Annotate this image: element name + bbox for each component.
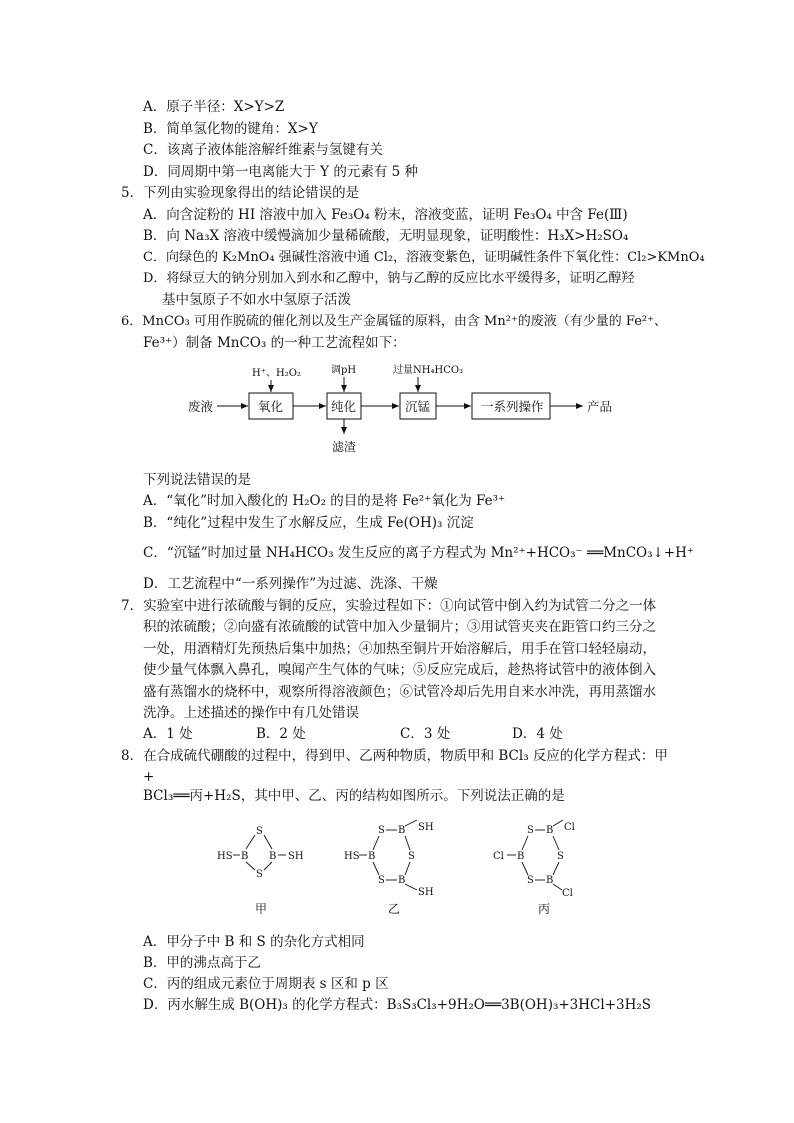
q7-options xyxy=(143,724,563,744)
q8-stem-line3: BCl₃══丙+H₂S，其中甲、乙、丙的结构如图所示。下列说法正确的是 xyxy=(143,788,565,804)
q5-option-d-line1: D．将绿豆大的钠分别加入到水和乙醇中，钠与乙醇的反应比水平缓得多，证明乙醇羟 xyxy=(143,271,635,286)
yi-bond xyxy=(405,884,417,890)
yi-bond xyxy=(405,820,417,826)
bing-atom-s: S xyxy=(527,875,534,886)
yi-atom-b: B xyxy=(398,825,406,836)
yi-atom-s: S xyxy=(378,825,385,836)
yi-bond xyxy=(405,862,410,875)
bing-atom-s: S xyxy=(527,825,534,836)
q8-stem-line1: 8．在合成硫代硼酸的过程中，得到甲、乙两种物质，物质甲和 BCl₃ 反应的化学方程式：甲 xyxy=(121,748,668,764)
yi-group-sh: SH xyxy=(418,822,434,833)
q5-option-b: B．向 Na₃X 溶液中缓慢滴加少量稀硫酸，无明显现象，证明酸性：H₃X>H₂SO₄ xyxy=(143,228,629,244)
bing-group-cl: Cl xyxy=(562,888,573,899)
q7-stem-line2: 积的浓硫酸；②向盛有浓硫酸的试管中加入少量铜片；③用试管夹夹在距管口约三分之 xyxy=(143,619,656,635)
q6-option-d: D．工艺流程中“一系列操作”为过滤、洗涤、干燥 xyxy=(143,576,438,592)
structure-bing xyxy=(493,820,575,899)
jia-atom-s-top: S xyxy=(256,826,263,837)
bing-atom-b: B xyxy=(517,851,525,862)
flow-output-label: 产品 xyxy=(587,399,613,414)
yi-bond xyxy=(373,836,379,850)
structure-label-bing: 丙 xyxy=(538,902,551,916)
q5-stem: 5．下列由实验现象得出的结论错误的是 xyxy=(121,185,360,201)
q7-stem-line1: 7．实验室中进行浓硫酸与铜的反应，实验过程如下：①向试管中倒入约为试管二分之一体 xyxy=(121,598,657,614)
q5-option-c: C．向绿色的 K₂MnO₄ 强碱性溶液中通 Cl₂，溶液变紫色，证明碱性条件下氧化性：Cl₂>KMnO₄ xyxy=(143,250,705,265)
jia-bond xyxy=(246,835,255,849)
bing-atom-b: B xyxy=(546,825,554,836)
q8-option-c: C．丙的组成元素位于周期表 s 区和 p 区 xyxy=(143,976,389,992)
q6-option-a: A．“氧化”时加入酸化的 H₂O₂ 的目的是将 Fe²⁺氧化为 Fe³⁺ xyxy=(143,493,506,509)
q5-option-d-line2: 基中氢原子不如水中氢原子活泼 xyxy=(162,292,351,308)
q6-option-c: C．“沉锰”时加过量 NH₄HCO₃ 发生反应的离子方程式为 Mn²⁺+HCO₃⁻ ══MnCO₃↓+H⁺ xyxy=(143,545,695,561)
jia-bond xyxy=(246,862,255,870)
q7-stem-line5: 盛有蒸馏水的烧杯中，观察所得溶液颜色；⑥试管冷却后先用自来水冲洗，再用蒸馏水 xyxy=(143,684,656,700)
flow-step2-reagent: 调pH xyxy=(331,365,357,376)
q8-option-a: A．甲分子中 B 和 S 的杂化方式相同 xyxy=(143,934,365,950)
yi-atom-b: B xyxy=(398,875,406,886)
yi-group-hs: HS xyxy=(344,851,360,862)
bing-bond xyxy=(553,884,562,890)
bing-group-cl: Cl xyxy=(564,822,575,833)
q6-question: 下列说法错误的是 xyxy=(143,472,251,488)
q4-option-c: C．该离子液体能溶解纤维素与氢键有关 xyxy=(143,142,383,158)
structure-yi xyxy=(344,820,434,898)
flow-step2-output: 滤渣 xyxy=(332,440,357,454)
q7-option-c: C．3 处 xyxy=(400,726,451,742)
flow-step2-label: 纯化 xyxy=(331,399,357,414)
yi-atom-b: B xyxy=(368,851,376,862)
jia-atom-b-right: B xyxy=(269,851,277,862)
bing-bond xyxy=(522,862,528,875)
q5-option-a: A．向含淀粉的 HI 溶液中加入 Fe₃O₄ 粉末，溶液变蓝，证明 Fe₃O₄ 中含 Fe(Ⅲ) xyxy=(143,207,628,223)
yi-group-sh: SH xyxy=(418,887,434,898)
q8-option-b: B．甲的沸点高于乙 xyxy=(143,955,261,971)
flow-step4-label: 一系列操作 xyxy=(481,399,544,414)
flow-step1-reagent: H⁺、H₂O₂ xyxy=(252,368,301,379)
flow-step1-label: 氧化 xyxy=(258,399,284,414)
q7-stem-line4: 使少量气体飘入鼻孔，嗅闻产生气体的气味；⑤反应完成后，趁热将试管中的液体倒入 xyxy=(143,662,656,678)
yi-bond xyxy=(405,836,410,850)
bing-bond xyxy=(553,862,559,875)
bing-group-cl: Cl xyxy=(493,851,504,862)
bing-bond xyxy=(522,836,528,850)
flow-step3-label: 沉锰 xyxy=(405,399,431,414)
q6-stem-line1: 6．MnCO₃ 可用作脱硫的催化剂以及生产金属锰的原料，由含 Mn²⁺的废液（有少量的 Fe²⁺、 xyxy=(121,314,668,329)
yi-bond xyxy=(373,862,379,875)
jia-group-hs: HS xyxy=(217,851,233,862)
jia-atom-b-left: B xyxy=(241,851,249,862)
q4-option-a: A．原子半径：X>Y>Z xyxy=(143,99,285,115)
yi-atom-s: S xyxy=(408,851,415,862)
flow-input-label: 废液 xyxy=(188,399,214,414)
q7-stem-line6: 洗净。上述描述的操作中有几处错误 xyxy=(143,705,359,721)
yi-atom-s: S xyxy=(378,875,385,886)
bing-bond xyxy=(553,836,559,850)
q4-option-d: D．同周期中第一电离能大于 Y 的元素有 5 种 xyxy=(143,164,418,180)
bing-bond xyxy=(553,820,563,826)
bing-atom-b: B xyxy=(546,875,554,886)
q8-option-d: D．丙水解生成 B(OH)₃ 的化学方程式：B₃S₃Cl₃+9H₂O══3B(OH)₃+3HCl+3H₂S xyxy=(143,997,652,1013)
q6-option-b: B．“纯化”过程中发生了水解反应，生成 Fe(OH)₃ 沉淀 xyxy=(143,515,474,531)
jia-atom-s-bottom: S xyxy=(256,869,263,880)
q6-stem-line2: Fe³⁺）制备 MnCO₃ 的一种工艺流程如下： xyxy=(143,335,406,351)
flow-step3-reagent: 过量NH₄HCO₃ xyxy=(393,365,464,376)
q4-option-b: B．简单氢化物的键角：X>Y xyxy=(143,121,318,137)
structure-jia xyxy=(217,826,304,880)
structure-label-yi: 乙 xyxy=(388,902,401,916)
bing-atom-s: S xyxy=(557,851,564,862)
jia-group-sh: SH xyxy=(288,851,304,862)
q7-option-a: A．1 处 xyxy=(143,726,193,742)
q7-option-d: D．4 处 xyxy=(512,726,563,742)
q7-option-b: B．2 处 xyxy=(256,726,306,742)
q8-stem-line2: + xyxy=(143,769,155,785)
q7-stem-line3: 一处，用酒精灯先预热后集中加热；④加热至铜片开始溶解后，用手在管口轻轻扇动， xyxy=(143,641,656,657)
structure-label-jia: 甲 xyxy=(255,902,268,916)
jia-bond xyxy=(264,862,272,870)
jia-bond xyxy=(264,835,272,849)
